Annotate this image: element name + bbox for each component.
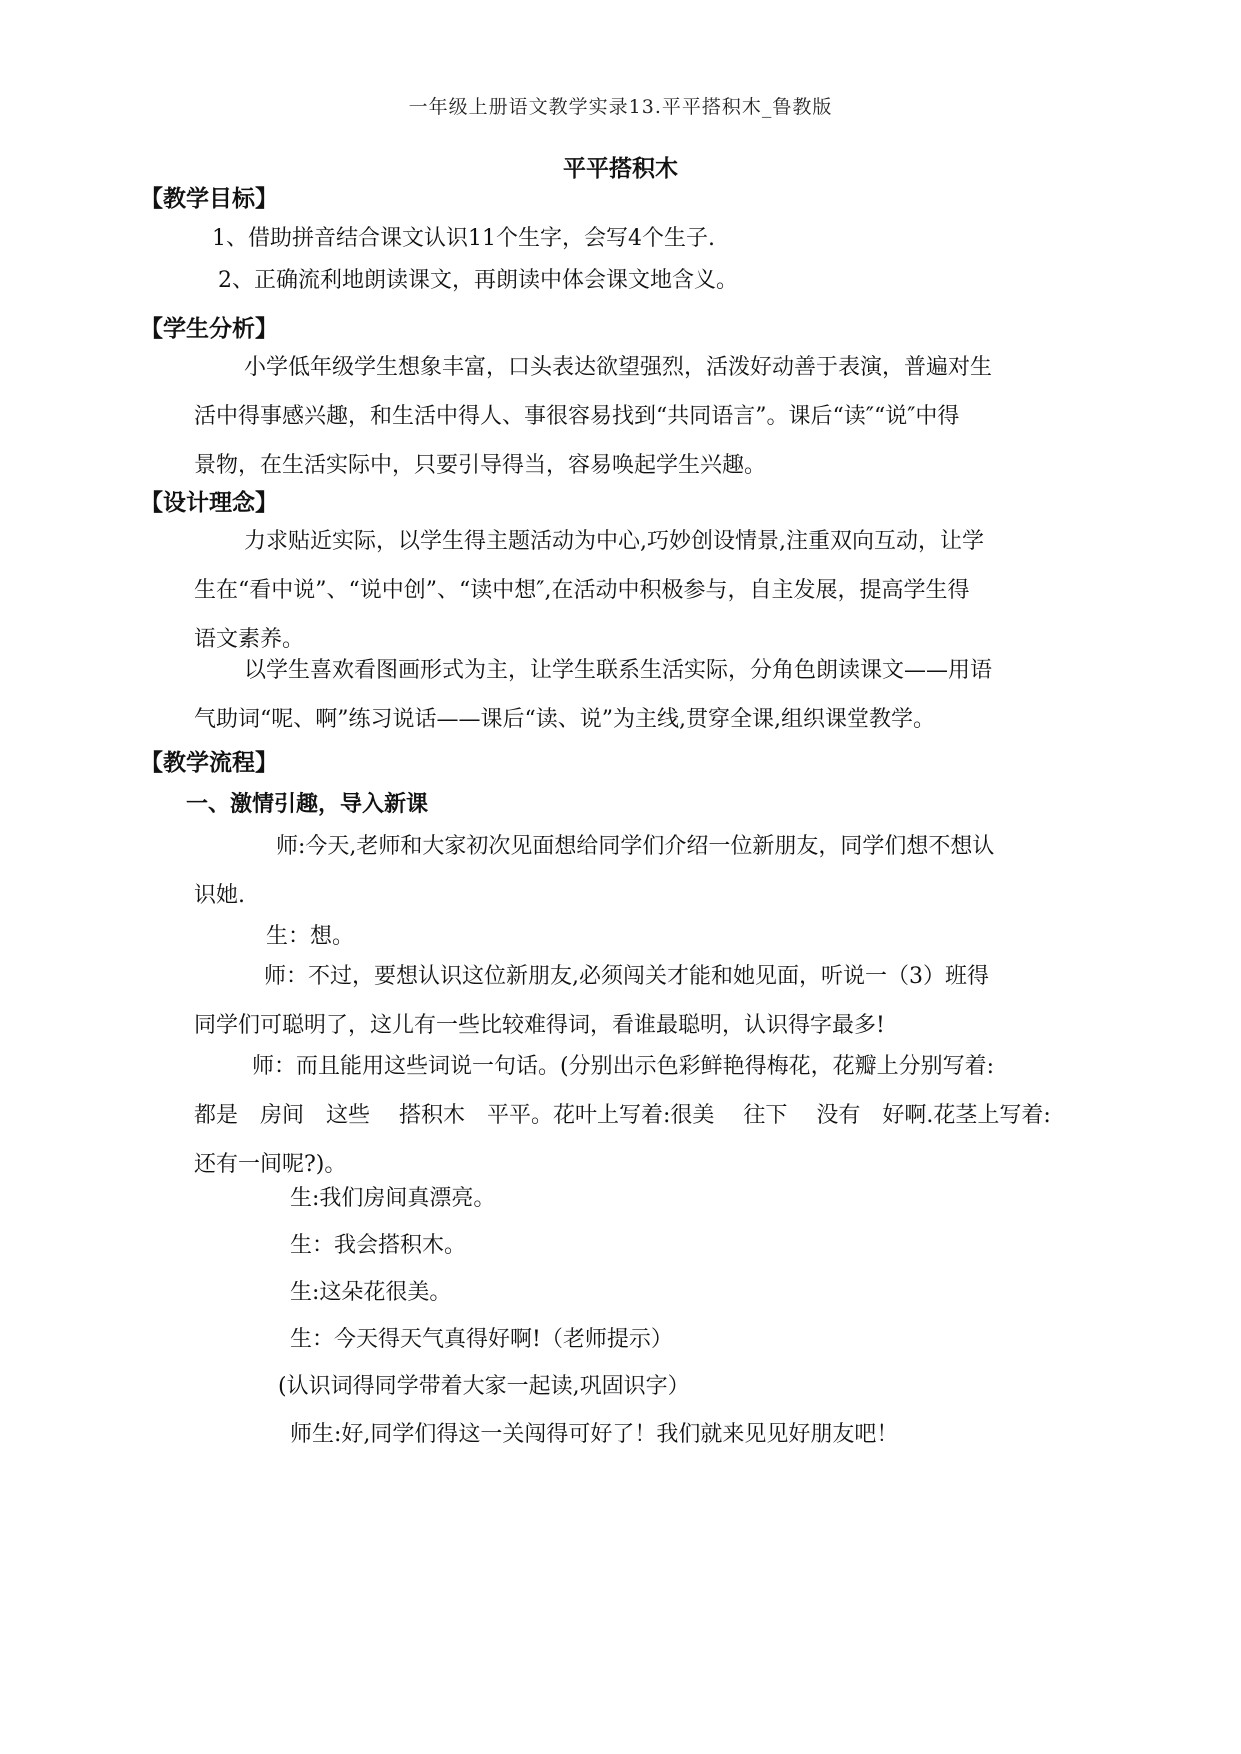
analysis-paragraph: [194, 343, 1094, 490]
paragraph-line: 以学生喜欢看图画形式为主，让学生联系生活实际，分角色朗读课文——用语: [244, 658, 993, 683]
section-heading-process: 【教学流程】: [140, 750, 278, 776]
section-heading-analysis: 【学生分析】: [140, 316, 278, 342]
paragraph-line: 生在“看中说”、“说中创”、“读中想″,在活动中积极参与，自主发展，提高学生得: [194, 578, 970, 603]
paragraph-line: 师：而且能用这些词说一句话。(分别出示色彩鲜艳得梅花，花瓣上分别写着:: [252, 1054, 994, 1079]
paragraph-line: 还有一间呢?)。: [194, 1152, 347, 1177]
paragraph-line: 语文素养。: [194, 627, 305, 652]
paragraph-line: 师：不过，要想认识这位新朋友,必须闯关才能和她见面，听说一（3）班得: [264, 964, 989, 989]
dialog-note: (认识词得同学带着大家一起读,巩固识字）: [278, 1374, 690, 1399]
goal-item-2: 2、正确流利地朗读课文，再朗读中体会课文地含义。: [218, 268, 738, 293]
step-heading-1: 一、激情引趣，导入新课: [186, 792, 429, 817]
paragraph-line: 都是 房间 这些 搭积木 平平。花叶上写着:很美 往下 没有 好啊.花茎上写着:: [194, 1103, 1051, 1128]
concept-paragraph-1: [194, 517, 1094, 664]
paragraph-line: 小学低年级学生想象丰富，口头表达欲望强烈，活泼好动善于表演，普遍对生: [244, 355, 993, 380]
dialog-student-2: 生:我们房间真漂亮。: [290, 1186, 496, 1211]
paragraph-line: 师:今天,老师和大家初次见面想给同学们介绍一位新朋友，同学们想不想认: [276, 834, 995, 859]
dialog-teacher-1: [194, 822, 1094, 920]
dialog-student-5: 生：今天得天气真得好啊!（老师提示）: [290, 1327, 673, 1352]
paragraph-line: 活中得事感兴趣，和生活中得人、事很容易找到“共同语言”。课后“读″“说″中得: [194, 404, 960, 429]
concept-paragraph-2: [194, 646, 1094, 744]
dialog-teacher-4: 师生:好,同学们得这一关闯得可好了！我们就来见见好朋友吧！: [290, 1422, 899, 1447]
section-heading-goals: 【教学目标】: [140, 186, 278, 212]
page-title: 平平搭积木: [563, 156, 678, 182]
goal-item-1: 1、借助拼音结合课文认识11个生字，会写4个生子.: [212, 226, 715, 251]
dialog-teacher-2: [194, 952, 1094, 1050]
paragraph-line: 同学们可聪明了，这儿有一些比较难得词，看谁最聪明，认识得字最多!: [194, 1013, 885, 1038]
paragraph-line: 气助词“呢、啊”练习说话——课后“读、说”为主线,贯穿全课,组织课堂教学。: [194, 707, 935, 732]
paragraph-line: 力求贴近实际，以学生得主题活动为中心,巧妙创设情景,注重双向互动，让学: [244, 529, 984, 554]
dialog-student-1: 生：想。: [266, 924, 355, 949]
section-heading-concept: 【设计理念】: [140, 490, 278, 516]
paragraph-line: 识她.: [194, 883, 245, 908]
page-header: 一年级上册语文教学实录13.平平搭积木_鲁教版: [408, 96, 833, 118]
dialog-teacher-3: [194, 1042, 1094, 1189]
dialog-student-4: 生:这朵花很美。: [290, 1280, 452, 1305]
paragraph-line: 景物，在生活实际中，只要引导得当，容易唤起学生兴趣。: [194, 453, 767, 478]
dialog-student-3: 生：我会搭积木。: [290, 1233, 467, 1258]
